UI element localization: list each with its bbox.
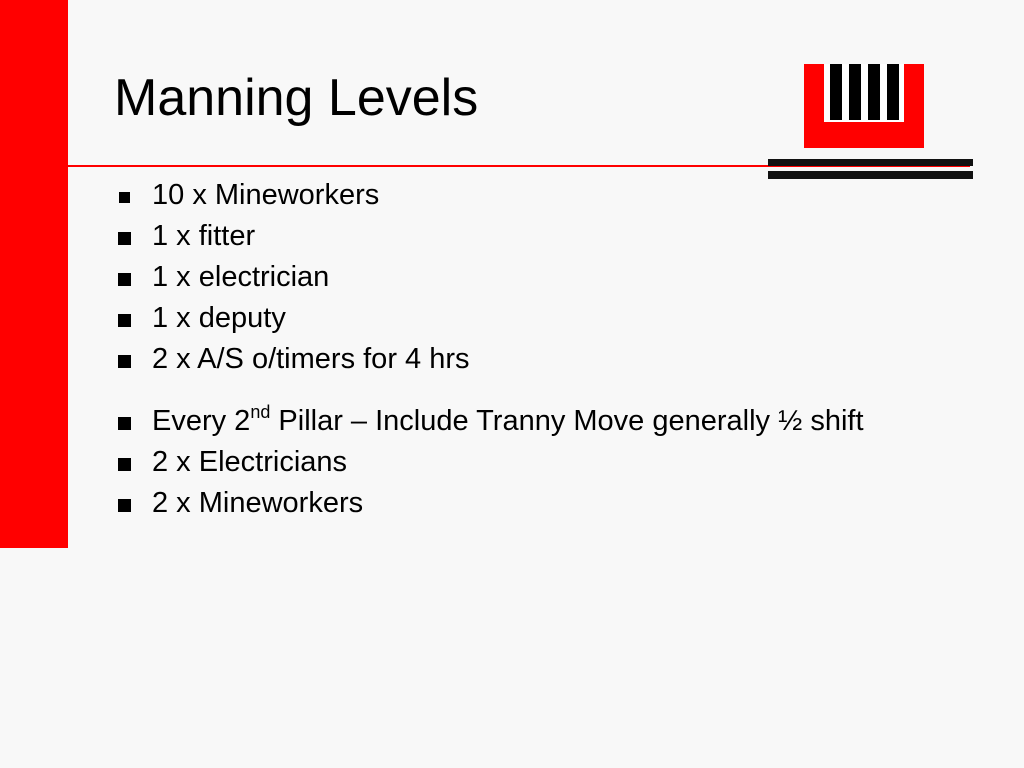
company-logo-icon (804, 64, 924, 148)
bullet-item (114, 486, 944, 520)
bullet-text: 1 x deputy (152, 302, 286, 334)
square-bullet-icon (118, 355, 131, 368)
bullet-text: 1 x fitter (152, 220, 256, 252)
square-bullet-icon (118, 232, 131, 245)
pillar-prefix: Every 2 (152, 405, 251, 437)
bullet-item (114, 178, 944, 212)
logo-inner-panel (824, 64, 904, 122)
square-bullet-icon (118, 458, 131, 471)
bullet-text: 2 x A/S o/timers for 4 hrs (152, 343, 470, 375)
slide-title: Manning Levels (114, 69, 479, 127)
bullet-text: 1 x electrician (152, 261, 330, 293)
square-bullet-icon (118, 314, 131, 327)
bullet-text: 2 x Mineworkers (152, 487, 364, 519)
square-bullet-icon (118, 417, 131, 430)
bullet-gap (114, 376, 944, 404)
pillar-suffix: Pillar – Include Tranny Move generally ½ shift (270, 405, 864, 437)
bullet-text: 2 x Electricians (152, 446, 348, 478)
logo-stripe (830, 64, 842, 120)
logo-stripe (849, 64, 861, 120)
bullet-list (114, 178, 944, 520)
square-bullet-icon (119, 192, 130, 203)
bullet-item (114, 260, 944, 294)
bullet-item-pillar (114, 404, 944, 438)
bullet-item (114, 219, 944, 253)
logo-underline-top (768, 159, 973, 166)
square-bullet-icon (118, 499, 131, 512)
logo-stripe (887, 64, 899, 120)
bullet-item (114, 445, 944, 479)
bullet-text: 10 x Mineworkers (152, 179, 380, 211)
square-bullet-icon (118, 273, 131, 286)
bullet-item (114, 301, 944, 335)
bullet-item (114, 342, 944, 376)
pillar-superscript: nd (250, 402, 271, 422)
logo-stripe (868, 64, 880, 120)
red-side-bar (0, 0, 68, 548)
